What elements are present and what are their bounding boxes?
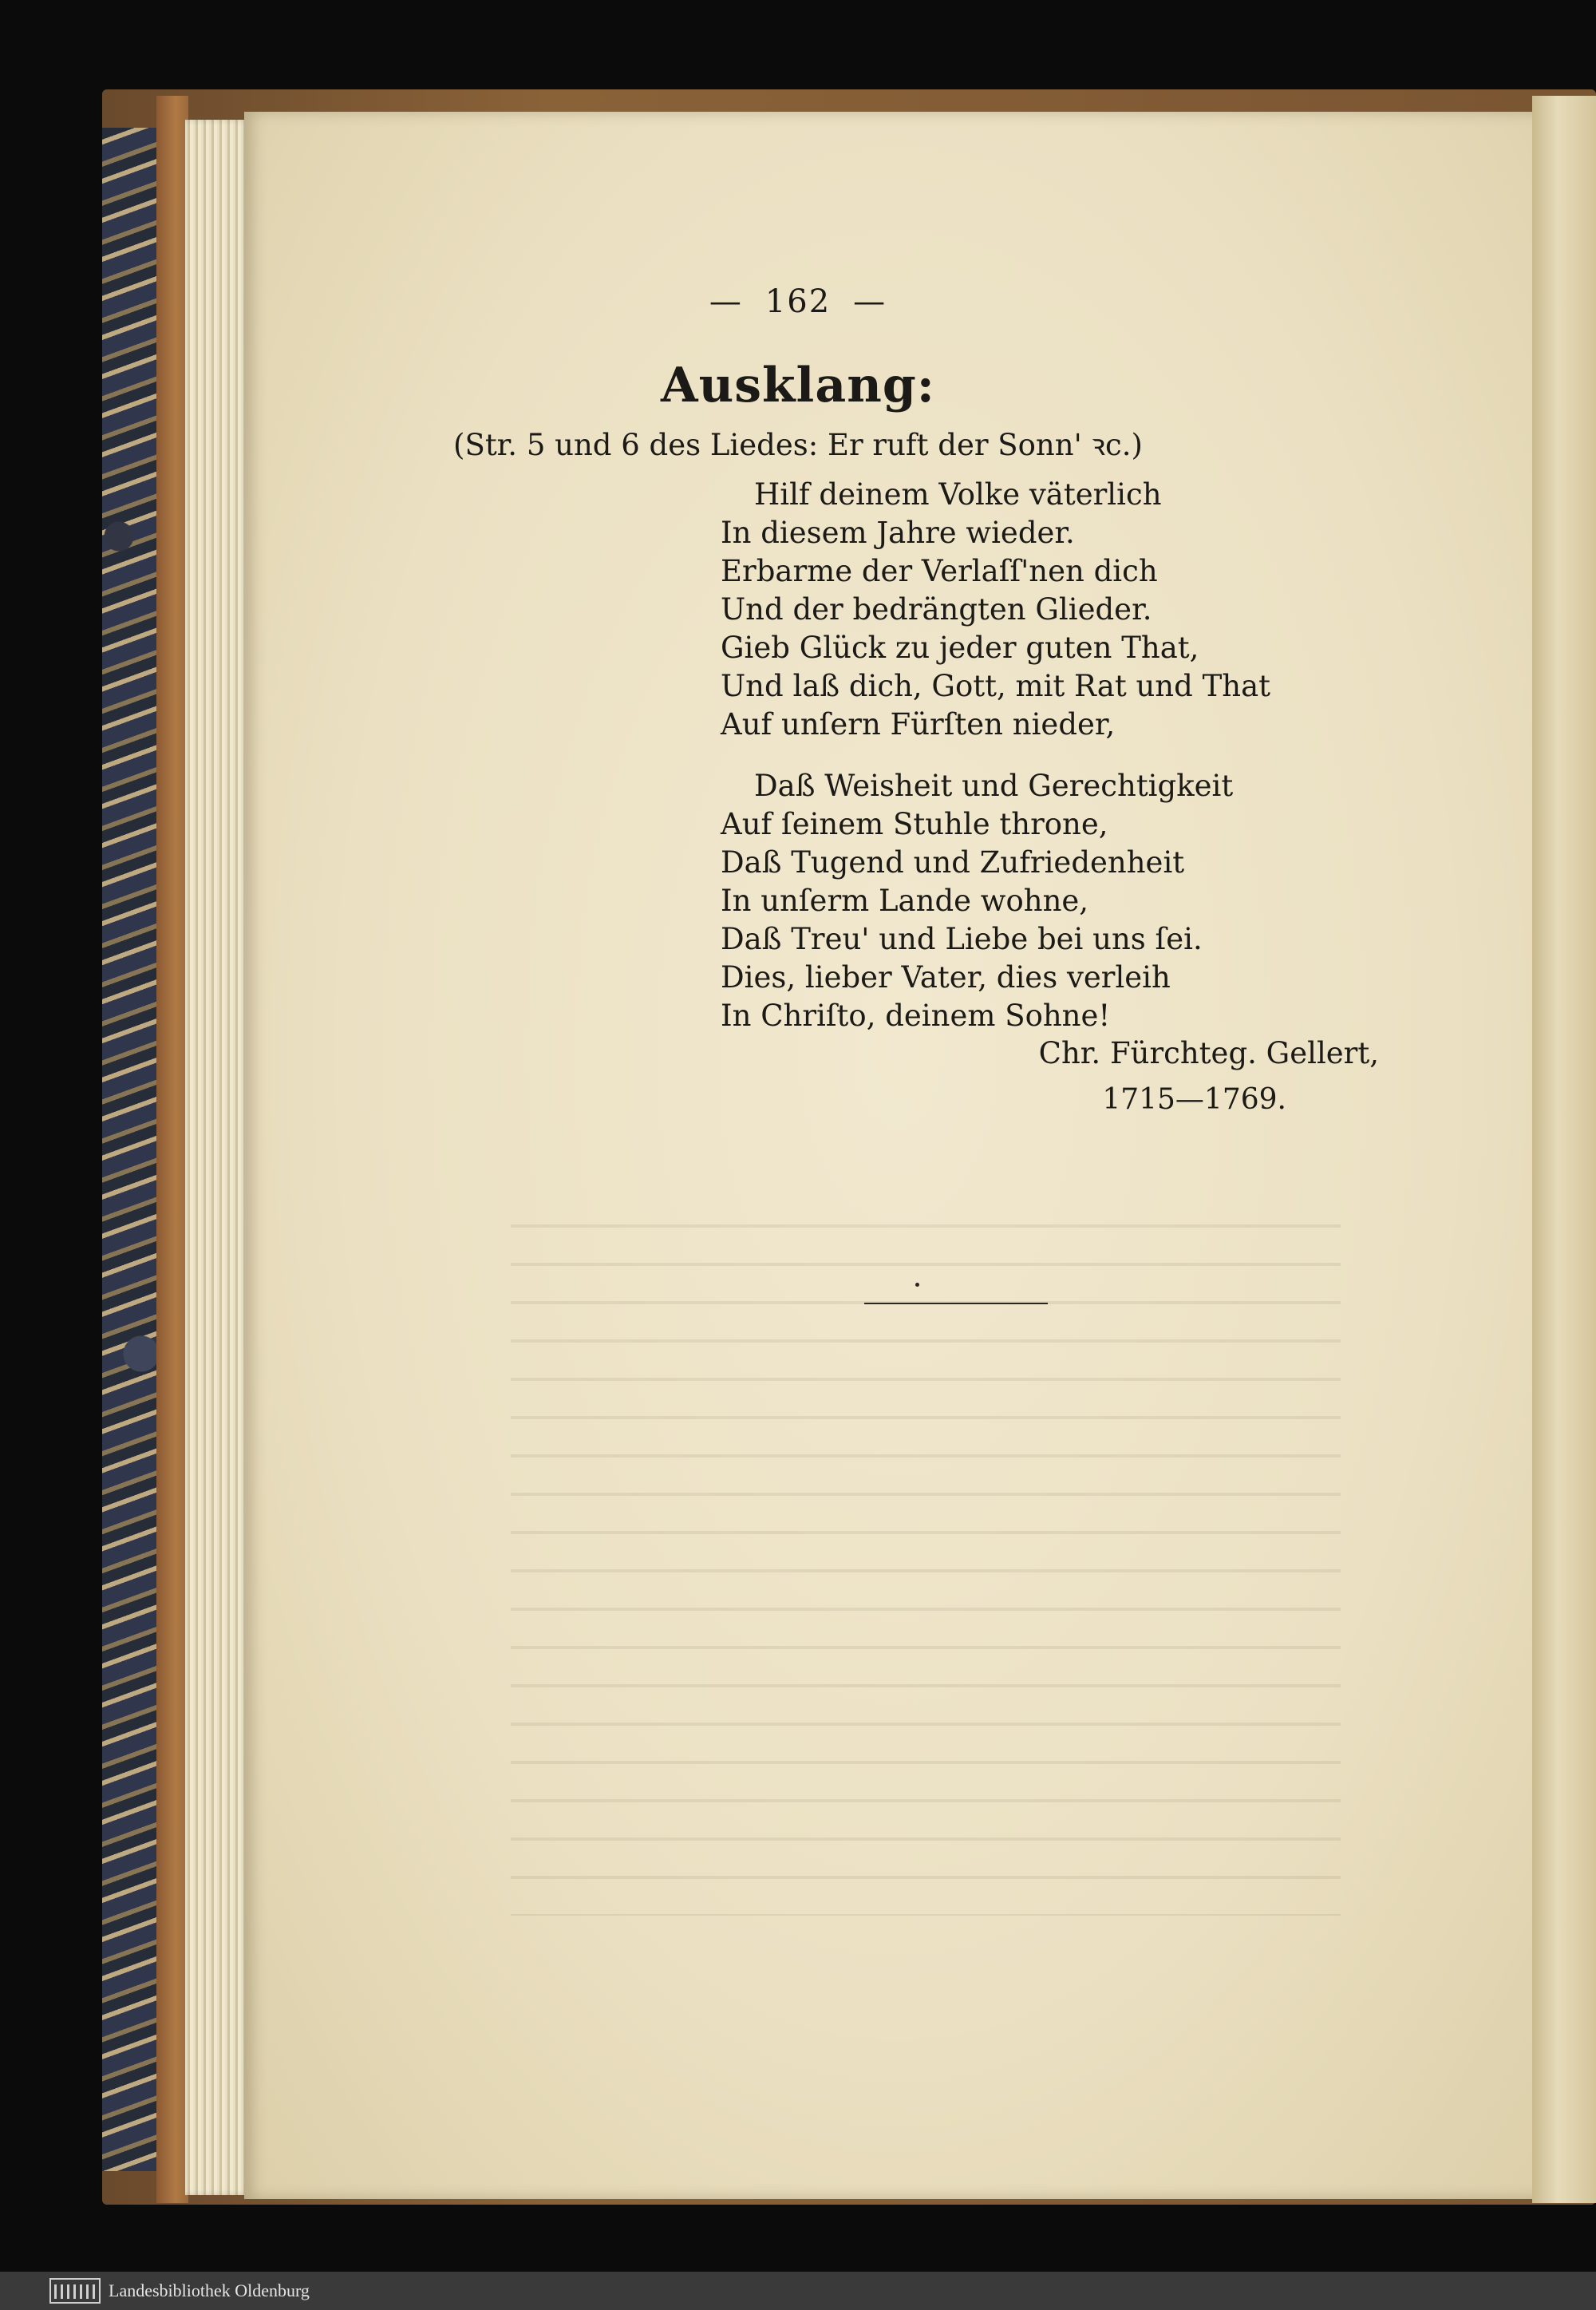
author-name: Chr. Fürchteg. Gellert, — [1038, 1036, 1379, 1070]
verse-line: Auf unſern Fürſten nieder, — [721, 707, 1116, 742]
verse-line: Hilf deinem Volke väterlich — [754, 477, 1162, 512]
library-name: Landesbibliothek Oldenburg — [109, 2280, 310, 2300]
verse-line: Auf ſeinem Stuhle throne, — [721, 807, 1108, 841]
verse-line: Und der bedrängten Glieder. — [721, 592, 1152, 627]
author-years: 1715—1769. — [1102, 1083, 1286, 1116]
verse-line: Gieb Glück zu jeder guten That, — [721, 631, 1199, 665]
verse-line: Und laß dich, Gott, mit Rat und That — [721, 669, 1270, 703]
verse-line: Erbarme der Verlaſſ'nen dich — [721, 554, 1158, 588]
page-number-dash-right: — — [853, 283, 887, 320]
verse-line: In unſerm Lande wohne, — [721, 884, 1089, 918]
library-footer — [0, 2272, 1596, 2310]
poem-subtitle: (Str. 5 und 6 des Liedes: Er ruft der Sonn' ꝛc.) — [453, 428, 1143, 462]
verse-line: Daß Treu' und Liebe bei uns ſei. — [721, 922, 1203, 956]
show-through-texture — [511, 1197, 1341, 1916]
end-rule — [864, 1303, 1048, 1304]
page-number — [0, 283, 1596, 320]
verse-line: In Chriſto, deinem Sohne! — [721, 999, 1111, 1033]
library-logo-icon — [49, 2278, 101, 2304]
verse-line: In diesem Jahre wieder. — [721, 516, 1075, 550]
verse-line: Dies, lieber Vater, dies verleih — [721, 960, 1171, 995]
page-number-dash-left: — — [709, 283, 743, 320]
stanza-2 — [721, 767, 1233, 1035]
verse-line: Daß Tugend und Zufriedenheit — [721, 845, 1185, 880]
ink-dot — [915, 1283, 919, 1287]
page-number-value: 162 — [764, 283, 832, 320]
poem-title: Ausklang: — [661, 358, 935, 413]
stanza-1 — [721, 476, 1270, 744]
verse-line: Daß Weisheit und Gerechtigkeit — [754, 769, 1234, 803]
